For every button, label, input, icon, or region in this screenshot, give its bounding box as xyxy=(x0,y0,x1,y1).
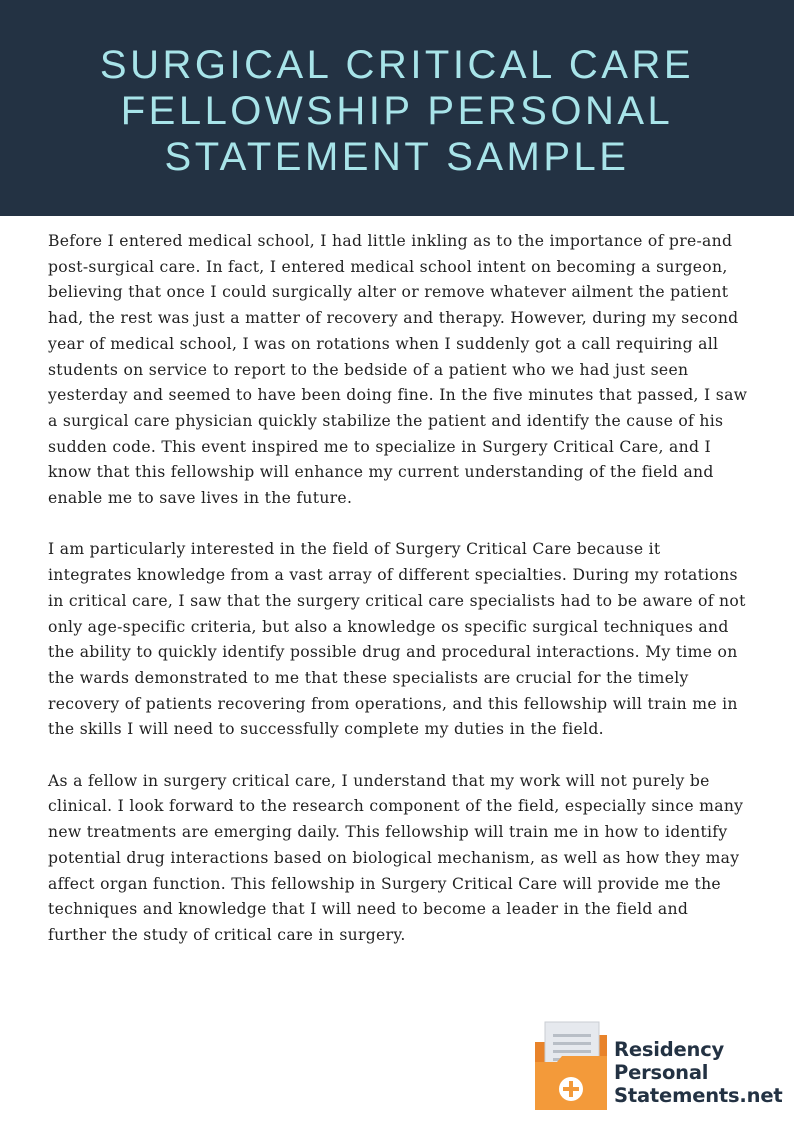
paragraph-1: Before I entered medical school, I had little inkling as to the importance of pre-and post-surgical care. In fact, I entered medical school intent on becoming a surgeon, believing that once I could surgically alter or remove whatever ailment the patient had, the rest was just a matter of recovery and therapy. However, during my second year of medical school, I was on rotations when I suddenly got a call requiring all students on service to report to the bedside of a patient who we had just seen yesterday and seemed to have been doing fine. In the five minutes that passed, I saw a surgical care physician quickly stabilize the patient and identify the cause of his sudden code. This event inspired me to specialize in Surgery Critical Care, and I know that this fellowship will enhance my current understanding of the field and enable me to save lives in the future. xyxy=(48,232,748,508)
title-banner xyxy=(0,0,794,216)
logo-line-personal: Personal xyxy=(614,1061,709,1084)
logo-line-residency: Residency xyxy=(614,1038,725,1061)
paragraph-2: I am particularly interested in the field of Surgery Critical Care because it integrates knowledge from a vast array of different specialties. During my rotations in critical care, I saw that the surgery critical care specialists had to be aware of not only age-specific criteria, but also a knowledge os specific surgical techniques and the ability to quickly identify possible drug and procedural interactions. My time on the wards demonstrated to me that these specialists are crucial for the timely recovery of patients recovering from operations, and this fellowship will train me in the skills I will need to successfully complete my duties in the field. xyxy=(48,540,746,739)
folder-document-plus-icon xyxy=(533,1020,609,1112)
site-logo[interactable] xyxy=(533,1020,791,1115)
logo-wordmark xyxy=(614,1038,782,1107)
paragraph-3: As a fellow in surgery critical care, I understand that my work will not purely be clinical. I look forward to the research component of the field, especially since many new treatments are emerging daily. This fellowship will train me in how to identify potential drug interactions based on biological mechanism, as well as how they may affect organ function. This fellowship in Surgery Critical Care will provide me the techniques and knowledge that I will need to become a leader in the field and further the study of critical care in surgery. xyxy=(48,771,744,944)
page-title: SURGICAL CRITICAL CARE FELLOWSHIP PERSONAL STATEMENT SAMPLE xyxy=(99,43,695,179)
logo-line-statements: Statements.net xyxy=(614,1084,783,1107)
statement-body xyxy=(48,229,748,974)
